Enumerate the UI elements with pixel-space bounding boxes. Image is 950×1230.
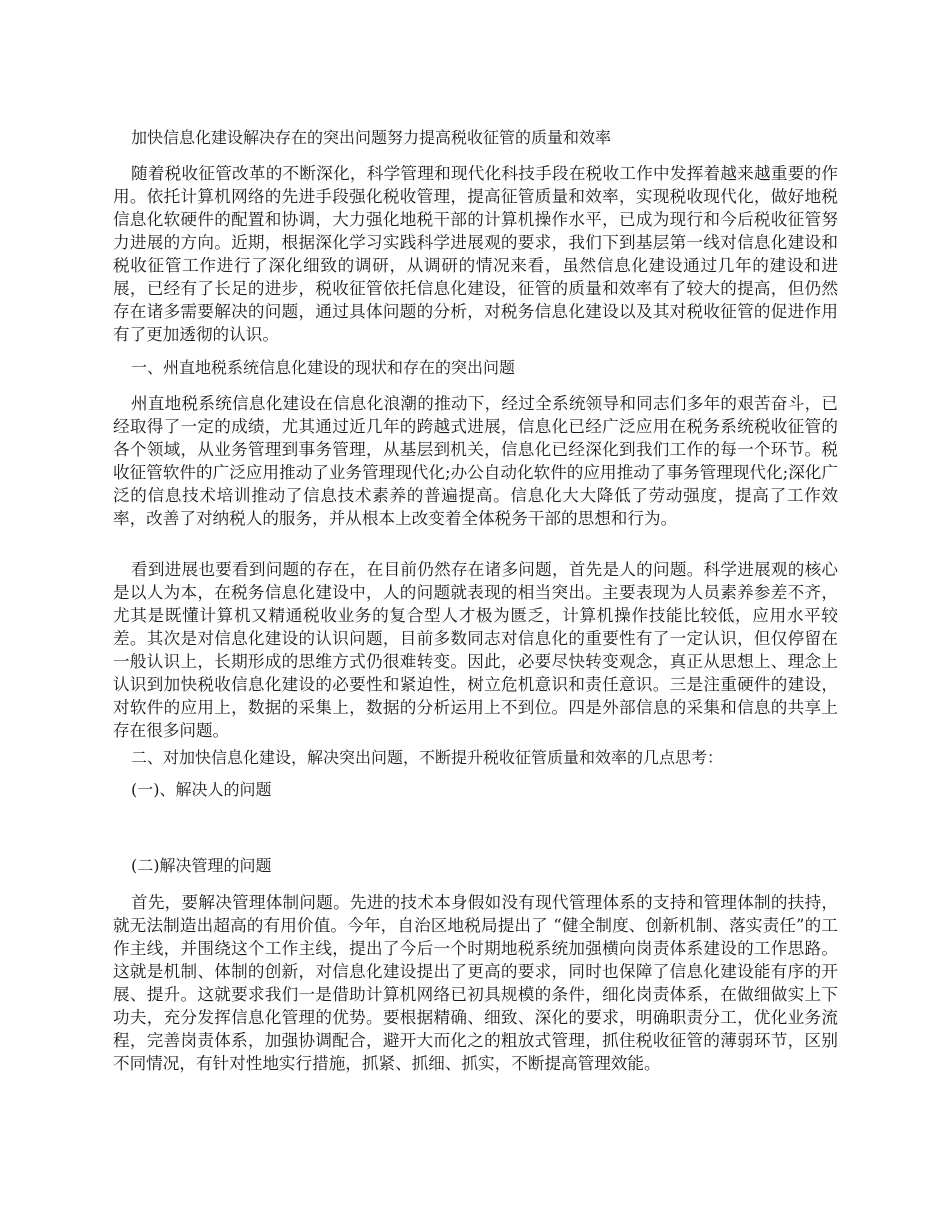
intro-paragraph: 随着税收征管改革的不断深化，科学管理和现代化科技手段在税收工作中发挥着越来越重要的作用。依托计算机网络的先进手段强化税收管理，提高征管质量和效率，实现税收现代化，做好地税信息化软硬件的配置和协调，大力强化地税干部的计算机操作水平，已成为现行和今后税收征管努力进展的方向。近期，根据深化学习实践科学进展观的要求，我们下到基层第一线对信息化建设和税收征管工作进行了深化细致的调研，从调研的情况来看，虽然信息化建设通过几年的建设和进展，已经有了长足的进步，税收征管依托信息化建设，征管的质量和效率有了较大的提高，但仍然存在诸多需要解决的问题，通过具体问题的分析，对税务信息化建设以及其对税收征管的促进作用有了更加透彻的认识。 bbox=[113, 164, 838, 344]
subsection-heading-2: (二)解决管理的问题 bbox=[131, 856, 272, 875]
document-title: 加快信息化建设解决存在的突出问题努力提高税收征管的质量和效率 bbox=[131, 128, 612, 147]
subsection-heading-1: (一)、解决人的问题 bbox=[131, 780, 272, 799]
subsection2-paragraph: 首先，要解决管理体制问题。先进的技术本身假如没有现代管理体系的支持和管理体制的扶持，就无法制造出超高的有用价值。今年，自治区地税局提出了 “健全制度、创新机制、落实责任”的工作主线，并围绕这个工作主线，提出了今后一个时期地税系统加强横向岗责体系建设的工作思路。这就是机制、体制的创新，对信息化建设提出了更高的要求，同时也保障了信息化建设能有序的开展、提升。这就要求我们一是借助计算机网络已初具规模的条件，细化岗责体系，在做细做实上下功夫，充分发挥信息化管理的优势。要根据精确、细致、深化的要求，明确职责分工，优化业务流程，完善岗责体系，加强协调配合，避开大而化之的粗放式管理，抓住税收征管的薄弱环节，区别不同情况，有针对性地实行措施，抓紧、抓细、抓实，不断提高管理效能。 bbox=[113, 893, 838, 1073]
section1-paragraph-1: 州直地税系统信息化建设在信息化浪潮的推动下，经过全系统领导和同志们多年的艰苦奋斗，已经取得了一定的成绩，尤其通过近几年的跨越式进展，信息化已经广泛应用在税务系统税收征管的各个领域，从业务管理到事务管理，从基层到机关，信息化已经深化到我们工作的每一个环节。税收征管软件的广泛应用推动了业务管理现代化;办公自动化软件的应用推动了事务管理现代化;深化广泛的信息技术培训推动了信息技术素养的普遍提高。信息化大大降低了劳动强度，提高了工作效率，改善了对纳税人的服务，并从根本上改变着全体税务干部的思想和行为。 bbox=[113, 394, 838, 528]
section-heading-1: 一、州直地税系统信息化建设的现状和存在的突出问题 bbox=[131, 358, 516, 377]
section1-paragraph-2: 看到进展也要看到问题的存在，在目前仍然存在诸多问题，首先是人的问题。科学进展观的核心是以人为本，在税务信息化建设中，人的问题就表现的相当突出。主要表现为人员素养参差不齐，尤其是既懂计算机又精通税收业务的复合型人才极为匮乏，计算机操作技能比较低，应用水平较差。其次是对信息化建设的认识问题，目前多数同志对信息化的重要性有了一定认识，但仅停留在一般认识上，长期形成的思维方式仍很难转变。因此，必要尽快转变观念，真正从思想上、理念上认识到加快税收信息化建设的必要性和紧迫性，树立危机意识和责任意识。三是注重硬件的建设，对软件的应用上，数据的采集上，数据的分析运用上不到位。四是外部信息的采集和信息的共享上存在很多问题。 bbox=[113, 560, 838, 740]
section-heading-2: 二、对加快信息化建设，解决突出问题，不断提升税收征管质量和效率的几点思考： bbox=[131, 748, 724, 767]
